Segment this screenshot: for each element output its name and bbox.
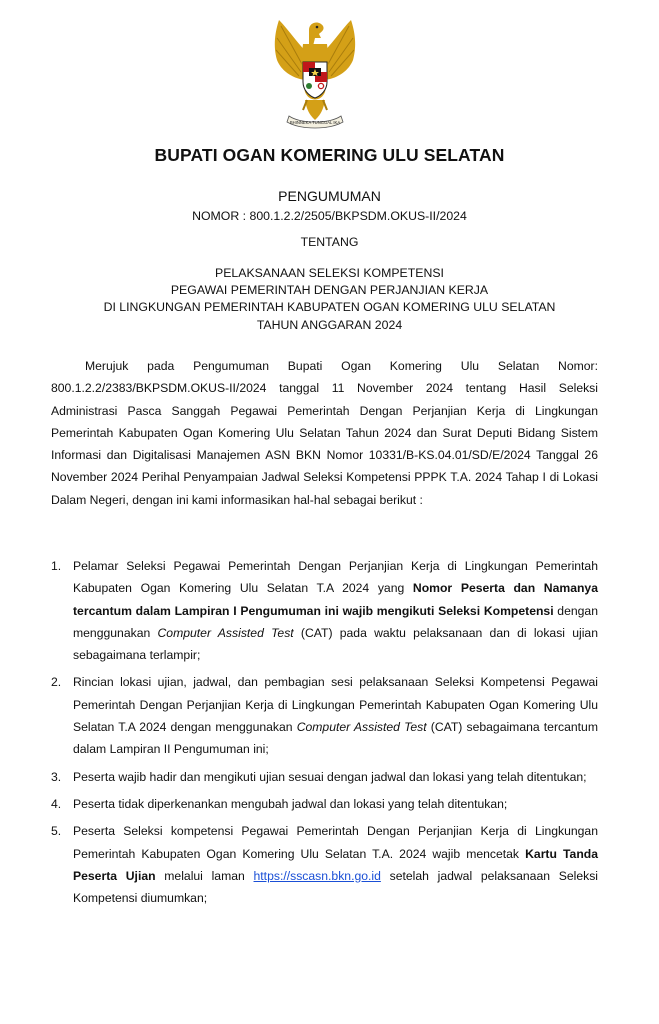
- document-number: NOMOR : 800.1.2.2/2505/BKPSDM.OKUS-II/2024: [192, 209, 467, 223]
- list-item: [51, 820, 598, 909]
- intro-paragraph: Merujuk pada Pengumuman Bupati Ogan Komering Ulu Selatan Nomor: 800.1.2.2/2383/BKPSDM.OKUS-II/2024 tanggal 11 November 2024 tentang Hasil Seleksi Administrasi Pasca Sanggah Pegawai Pemerintah Dengan Perjanjian Kerja di Lingkungan Pemerintah Kabupaten Ogan Komering Ulu Selatan Tahun 2024 dan Surat Deputi Bidang Sistem Informasi dan Digitalisasi Manajemen ASN BKN Nomor 10331/B-KS.04.01/SD/E/2024 Tanggal 26 November 2024 Perihal Penyampaian Jadwal Seleksi Kompetensi PPPK T.A. 2024 Tahap I di Lokasi Dalam Negeri, dengan ini kami informasikan hal-hal sebagai berikut :: [51, 359, 598, 507]
- list-item: [51, 766, 598, 788]
- title-line: PELAKSANAAN SELEKSI KOMPETENSI: [215, 266, 444, 280]
- list-item: [51, 555, 598, 666]
- garuda-emblem-icon: [259, 16, 371, 136]
- item-text: Rincian lokasi ujian, jadwal, dan pembagian sesi pelaksanaan Seleksi Kompetensi Pegawai Pemerintah Dengan Perjanjian Kerja di Lingkungan Pemerintah Kabupaten Ogan Komering Ulu Selatan T.A 2024 dengan menggunakan: [73, 675, 598, 735]
- item-text: (CAT) pada waktu pelaksanaan dan di lokasi ujian sebagaimana terlampir;: [73, 625, 598, 663]
- item-text: melalui laman: [155, 868, 254, 883]
- title-line: TAHUN ANGGARAN 2024: [256, 317, 403, 332]
- list-item: [51, 793, 598, 815]
- item-text: Peserta wajib hadir dan mengikuti ujian sesuai dengan jadwal dan lokasi yang telah ditentukan;: [73, 769, 587, 784]
- title-line: DI LINGKUNGAN PEMERINTAH KABUPATEN OGAN KOMERING ULU SELATAN: [103, 300, 556, 315]
- item-number: 3.: [51, 769, 62, 784]
- about-label: TENTANG: [300, 235, 359, 249]
- sscasn-link[interactable]: https://sscasn.bkn.go.id: [253, 868, 381, 883]
- emblem-motto: BHINNEKA TUNGGAL IKA: [289, 120, 341, 125]
- item-text: dengan menggunakan: [73, 603, 598, 640]
- announcement-title: [0, 265, 659, 334]
- item-number: 4.: [51, 796, 62, 811]
- item-text: setelah jadwal pelaksanaan Seleksi Kompetensi diumumkan;: [73, 868, 598, 906]
- document-type: PENGUMUMAN: [278, 188, 381, 204]
- item-bold-text: Nomor Peserta dan Namanya tercantum dalam Lampiran I Pengumuman ini wajib mengikuti Seleksi Kompetensi: [73, 581, 598, 618]
- authority-title: BUPATI OGAN KOMERING ULU SELATAN: [154, 145, 505, 165]
- item-text: (CAT) sebagaimana tercantum dalam Lampiran II Pengumuman ini;: [73, 720, 598, 757]
- list-item: [51, 671, 598, 760]
- item-text: Peserta tidak diperkenankan mengubah jadwal dan lokasi yang telah ditentukan;: [73, 796, 508, 811]
- item-italic-text: Computer Assisted Test: [157, 625, 294, 640]
- announcement-points: [51, 555, 598, 914]
- item-number: 5.: [51, 824, 62, 839]
- item-bold-text: Kartu Tanda Peserta Ujian: [73, 846, 598, 883]
- item-text: Peserta Seleksi kompetensi Pegawai Pemerintah Dengan Perjanjian Kerja di Lingkungan Pemerintah Kabupaten Ogan Komering Ulu Selatan T.A. 2024 wajib mencetak: [73, 824, 598, 861]
- item-text: Pelamar Seleksi Pegawai Pemerintah Dengan Perjanjian Kerja di Lingkungan Pemerintah Kabupaten Ogan Komering Ulu Selatan T.A 2024 yang: [73, 559, 598, 596]
- item-number: 1.: [51, 559, 62, 573]
- item-italic-text: Computer Assisted Test: [296, 720, 427, 735]
- item-number: 2.: [51, 675, 62, 690]
- title-line: PEGAWAI PEMERINTAH DENGAN PERJANJIAN KERJA: [170, 283, 489, 298]
